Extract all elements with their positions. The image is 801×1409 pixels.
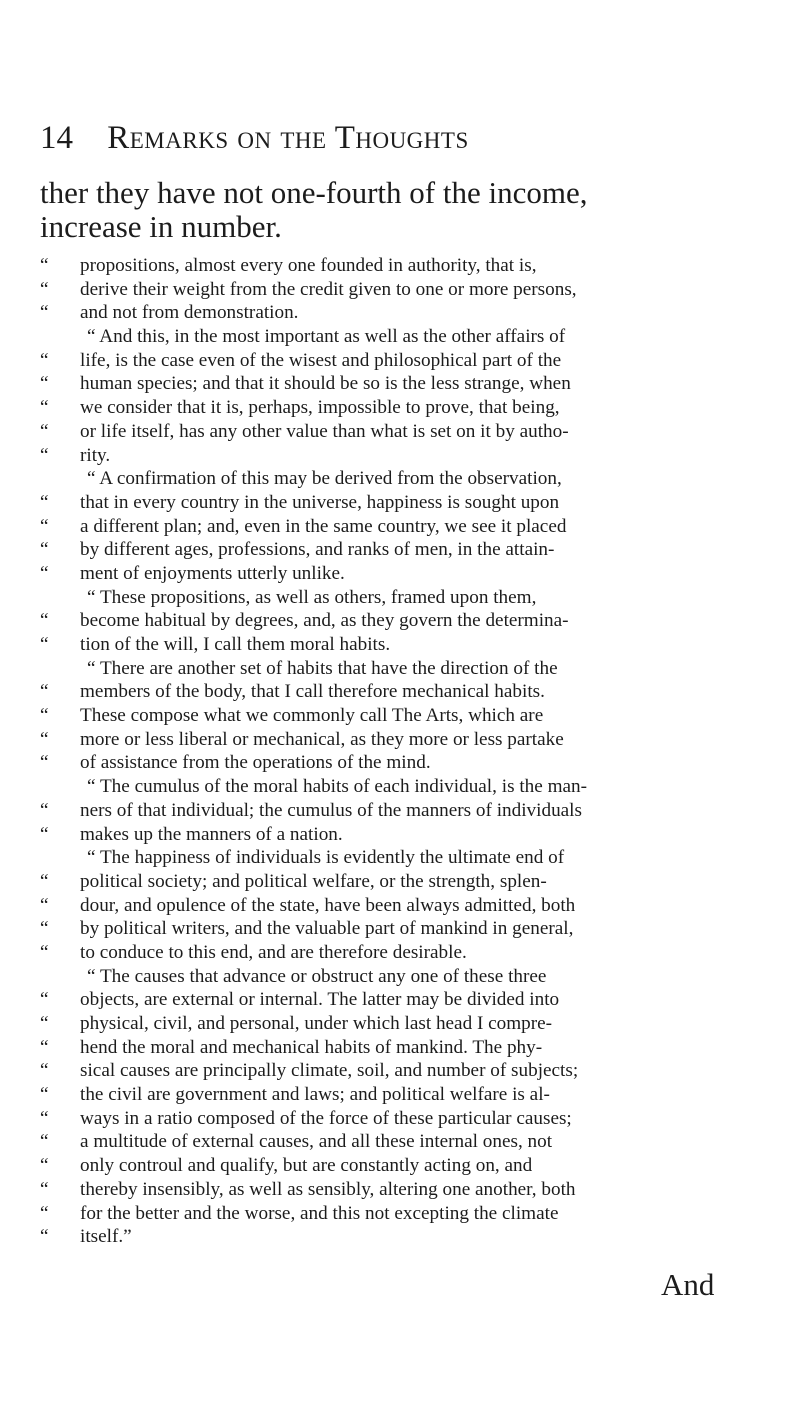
line-text: “ These propositions, as well as others, framed upon them, [87,586,537,608]
text-line [40,917,765,941]
text-line [40,823,765,847]
line-text: become habitual by degrees, and, as they govern the determina- [80,610,569,632]
line-quote-mark: “ [40,562,49,584]
line-text: itself.” [80,1226,132,1248]
line-text: These compose what we commonly call The Arts, which are [80,705,544,727]
line-quote-mark: “ [40,1013,49,1034]
line-text: thereby insensibly, as well as sensibly, altering one another, both [80,1178,576,1200]
line-text: or life itself, has any other value than what is set on it by autho- [80,420,569,442]
text-line [40,1202,765,1226]
text-line [40,1107,765,1131]
line-quote-mark: “ [40,349,49,371]
line-text: “ The causes that advance or obstruct any one of these three [87,965,547,987]
text-line [40,444,765,468]
line-quote-mark: “ [40,420,49,442]
line-quote-mark: “ [40,823,49,845]
line-quote-mark: “ [40,444,49,466]
line-quote-mark: “ [40,1131,49,1153]
text-line [40,1154,765,1178]
line-quote-mark: “ [40,1107,49,1129]
text-line [40,301,765,325]
text-line [40,420,765,444]
line-text: “ The cumulus of the moral habits of each individual, is the man- [87,776,587,798]
line-text: ways in a ratio composed of the force of these particular causes; [80,1107,572,1129]
text-line [40,775,765,799]
line-text: a different plan; and, even in the same country, we see it placed [80,515,567,537]
line-quote-mark: “ [40,1155,49,1177]
line-text: ment of enjoyments utterly unlike. [80,562,345,584]
line-quote-mark: “ [40,799,49,821]
text-line [40,467,765,491]
line-text: members of the body, that I call therefore mechanical habits. [80,681,545,703]
line-text: makes up the manners of a nation. [80,823,343,845]
line-text: rity. [80,444,111,466]
line-text: “ There are another set of habits that have the direction of the [87,657,558,679]
running-title: Remarks on the Thoughts [107,120,469,156]
text-line [40,278,765,302]
line-quote-mark: “ [40,989,49,1011]
line-quote-mark: “ [40,728,49,750]
text-line [40,870,765,894]
line-quote-mark: “ [40,1060,49,1082]
text-line [40,799,765,823]
line-quote-mark: “ [40,681,49,703]
line-text: by political writers, and the valuable part of mankind in general, [80,918,574,940]
lead-line: ther they have not one-fourth of the income, [40,175,588,210]
text-line [40,680,765,704]
line-text: derive their weight from the credit given to one or more persons, [80,278,577,300]
line-text: the civil are government and laws; and political welfare is al- [80,1084,550,1106]
page-number: 14 [40,120,73,156]
line-quote-mark: “ [40,870,49,892]
text-line [40,751,765,775]
line-text: life, is the case even of the wisest and philosophical part of the [80,349,562,371]
text-line [40,396,765,420]
catchword: And [661,1267,715,1302]
line-text: “ The happiness of individuals is evidently the ultimate end of [87,847,565,869]
line-quote-mark: “ [40,941,49,963]
line-quote-mark: “ [40,255,49,276]
text-line [40,254,765,278]
text-line [40,633,765,657]
line-text: we consider that it is, perhaps, impossible to prove, that being, [80,397,560,419]
line-quote-mark: “ [40,373,49,395]
running-head [40,118,740,158]
line-quote-mark: “ [40,705,49,727]
line-text: that in every country in the universe, happiness is sought upon [80,491,560,513]
text-line [40,704,765,728]
line-text: dour, and opulence of the state, have been always admitted, both [80,894,576,916]
line-quote-mark: “ [40,1178,49,1200]
text-line [40,325,765,349]
line-quote-mark: “ [40,634,49,655]
line-text: “ And this, in the most important as well as the other affairs of [87,326,566,348]
text-line [40,1059,765,1083]
line-text: human species; and that it should be so is the less strange, when [80,373,571,395]
text-line [40,1225,765,1249]
text-line [40,491,765,515]
text-line [40,728,765,752]
line-quote-mark: “ [40,752,49,774]
text-line [40,941,765,965]
text-line [40,988,765,1012]
line-quote-mark: “ [40,1226,49,1248]
line-quote-mark: “ [40,397,49,419]
line-text: ners of that individual; the cumulus of the manners of individuals [80,799,582,821]
text-line [40,586,765,610]
line-quote-mark: “ [40,278,49,300]
line-text: hend the moral and mechanical habits of mankind. The phy- [80,1036,543,1058]
line-quote-mark: “ [40,1202,49,1224]
line-text: political society; and political welfare, or the strength, splen- [80,870,547,892]
line-text: propositions, almost every one founded in authority, that is, [80,255,537,276]
line-text: a multitude of external causes, and all these internal ones, not [80,1131,553,1153]
text-line [40,562,765,586]
line-text: for the better and the worse, and this not excepting the climate [80,1202,559,1224]
line-text: sical causes are principally climate, soil, and number of subjects; [80,1060,579,1082]
line-quote-mark: “ [40,1036,49,1058]
line-quote-mark: “ [40,302,49,324]
text-line [40,1012,765,1036]
lead-line: increase in number. [40,209,282,244]
line-text: of assistance from the operations of the mind. [80,752,431,774]
line-quote-mark: “ [40,491,49,513]
line-text: tion of the will, I call them moral habits. [80,634,391,655]
text-line [40,846,765,870]
line-quote-mark: “ [40,515,49,537]
line-text: to conduce to this end, and are therefore desirable. [80,941,467,963]
line-text: only controul and qualify, but are constantly acting on, and [80,1155,533,1177]
lead-text [40,176,760,244]
text-line [40,349,765,373]
text-line [40,609,765,633]
text-line [40,1083,765,1107]
line-quote-mark: “ [40,610,49,632]
line-text: objects, are external or internal. The latter may be divided into [80,989,560,1011]
line-quote-mark: “ [40,539,49,561]
text-line [40,657,765,681]
text-line [40,372,765,396]
text-line [40,1036,765,1060]
line-text: and not from demonstration. [80,302,299,324]
quoted-passage [40,254,765,1249]
text-line [40,515,765,539]
text-line [40,1130,765,1154]
line-text: physical, civil, and personal, under which last head I compre- [80,1013,553,1034]
text-line [40,965,765,989]
line-text: more or less liberal or mechanical, as they more or less partake [80,728,564,750]
line-quote-mark: “ [40,894,49,916]
line-quote-mark: “ [40,1084,49,1106]
line-quote-mark: “ [40,918,49,940]
text-line [40,1178,765,1202]
text-line [40,894,765,918]
text-line [40,538,765,562]
line-text: “ A confirmation of this may be derived from the observation, [87,468,562,490]
line-text: by different ages, professions, and ranks of men, in the attain- [80,539,555,561]
